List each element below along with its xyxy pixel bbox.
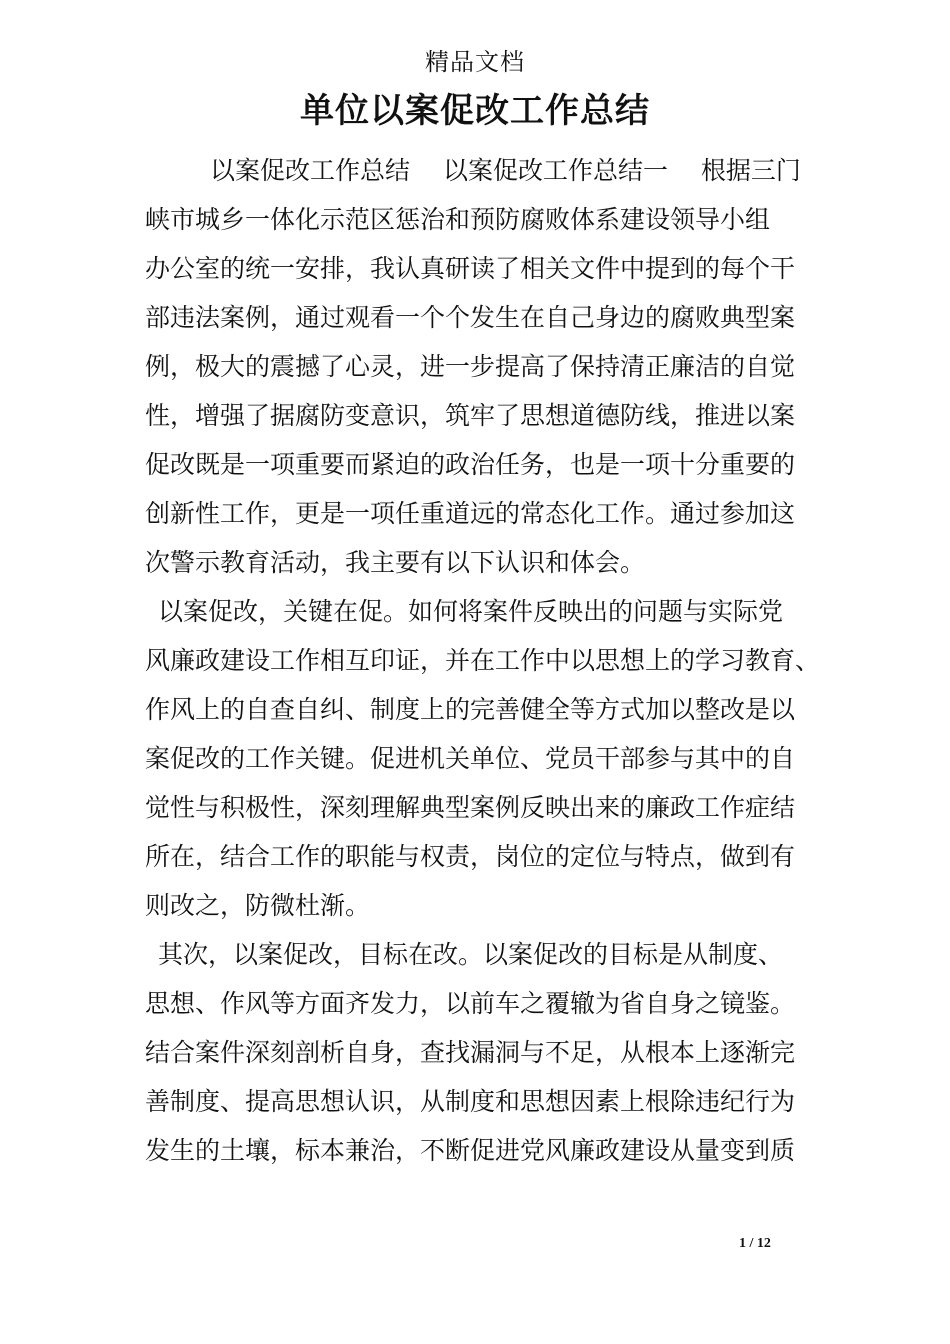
body-line-1: 以案促改工作总结 以案促改工作总结一 根据三门 (210, 156, 801, 185)
body-line-13: 案促改的工作关键。促进机关单位、党员干部参与其中的自 (145, 744, 796, 773)
body-line-14: 觉性与积极性，深刻理解典型案例反映出来的廉政工作症结 (145, 793, 796, 822)
page-header: 精品文档 (425, 48, 525, 76)
body-line-11: 风廉政建设工作相互印证，并在工作中以思想上的学习教育、 (145, 646, 821, 675)
document-title: 单位以案促改工作总结 (300, 91, 650, 131)
body-line-19: 结合案件深刻剖析自身，查找漏洞与不足，从根本上逐渐完 (145, 1038, 796, 1067)
body-line-10: 以案促改，关键在促。如何将案件反映出的问题与实际党 (158, 597, 784, 626)
body-line-3: 办公室的统一安排，我认真研读了相关文件中提到的每个干 (145, 254, 796, 283)
body-line-17: 其次，以案促改，目标在改。以案促改的目标是从制度、 (158, 940, 784, 969)
body-line-16: 则改之，防微杜渐。 (145, 891, 371, 920)
body-line-2: 峡市城乡一体化示范区惩治和预防腐败体系建设领导小组 (145, 205, 771, 234)
body-line-12: 作风上的自查自纠、制度上的完善健全等方式加以整改是以 (145, 695, 796, 724)
body-line-5: 例，极大的震撼了心灵，进一步提高了保持清正廉洁的自觉 (145, 352, 796, 381)
body-line-9: 次警示教育活动，我主要有以下认识和体会。 (145, 548, 646, 577)
page-number: 1 / 12 (739, 1236, 771, 1251)
body-line-15: 所在，结合工作的职能与权责，岗位的定位与特点，做到有 (145, 842, 796, 871)
body-line-8: 创新性工作，更是一项任重道远的常态化工作。通过参加这 (145, 499, 796, 528)
body-line-6: 性，增强了据腐防变意识，筑牢了思想道德防线，推进以案 (145, 401, 796, 430)
body-line-20: 善制度、提高思想认识，从制度和思想因素上根除违纪行为 (145, 1087, 796, 1116)
body-line-18: 思想、作风等方面齐发力，以前车之覆辙为省自身之镜鉴。 (145, 989, 796, 1018)
body-line-4: 部违法案例，通过观看一个个发生在自己身边的腐败典型案 (145, 303, 796, 332)
body-line-7: 促改既是一项重要而紧迫的政治任务，也是一项十分重要的 (145, 450, 796, 479)
body-line-21: 发生的土壤，标本兼治，不断促进党风廉政建设从量变到质 (145, 1136, 796, 1165)
